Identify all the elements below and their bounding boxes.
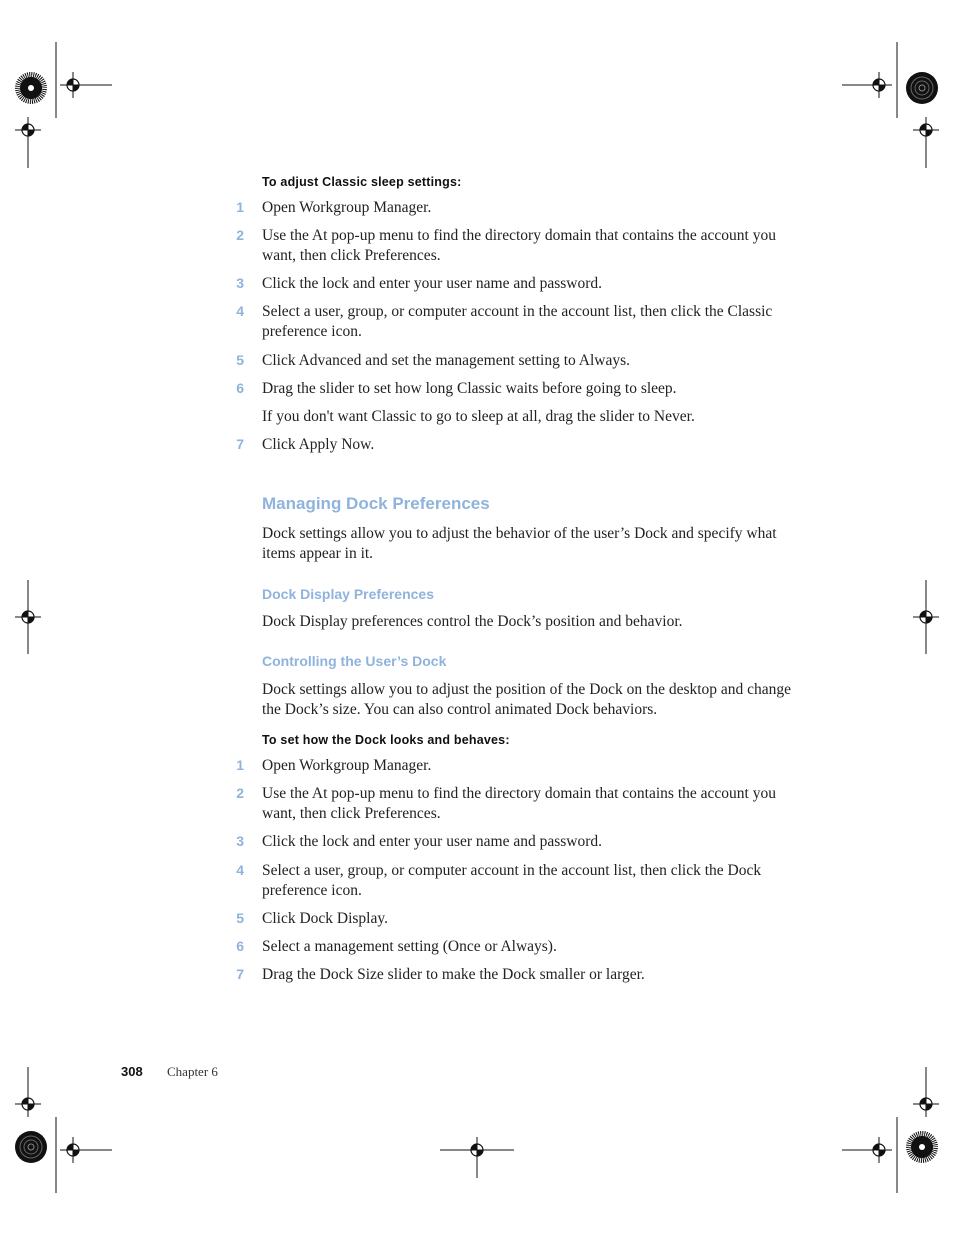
- step-number: 1: [236, 757, 244, 773]
- step-text: Drag the Dock Size slider to make the Dock smaller or larger.: [262, 966, 645, 983]
- page-number: 308: [121, 1064, 143, 1079]
- intro-paragraph: Dock settings allow you to adjust the behavior of the user’s Dock and specify what items appear in it.: [262, 525, 777, 562]
- step-number: 2: [236, 227, 244, 243]
- chapter-label: Chapter 6: [167, 1064, 218, 1079]
- step-text: Select a management setting (Once or Always).: [262, 938, 557, 955]
- step-text: Open Workgroup Manager.: [262, 757, 432, 774]
- subsection-heading-control: Controlling the User’s Dock: [262, 653, 447, 669]
- step-number: 7: [236, 966, 244, 982]
- step-text: Select a user, group, or computer account in the account list, then click the Dock preference icon.: [262, 862, 762, 899]
- step-number: 2: [236, 785, 244, 801]
- step-text: Click Advanced and set the management setting to Always.: [262, 352, 631, 369]
- classic-task-heading: To adjust Classic sleep settings:: [262, 175, 462, 189]
- step-number: 6: [236, 938, 244, 954]
- step-text: Open Workgroup Manager.: [262, 199, 432, 216]
- control-paragraph: Dock settings allow you to adjust the position of the Dock on the desktop and change the Dock’s size. You can also control animated Dock behaviors.: [262, 681, 792, 718]
- section-heading: Managing Dock Preferences: [262, 494, 490, 513]
- step-number: 3: [236, 275, 244, 291]
- step-text: Click the lock and enter your user name and password.: [262, 275, 603, 292]
- step-text: Drag the slider to set how long Classic waits before going to sleep.: [262, 380, 677, 397]
- step-text: Use the At pop-up menu to find the directory domain that contains the account you want, then click Preferences.: [262, 785, 776, 822]
- step-text: Select a user, group, or computer account in the account list, then click the Classic preference icon.: [262, 303, 773, 340]
- step-text: Click Dock Display.: [262, 910, 388, 927]
- step-number: 7: [236, 436, 244, 452]
- step-number: 4: [236, 862, 244, 878]
- step-text: Click Apply Now.: [262, 436, 375, 453]
- subsection-heading-display: Dock Display Preferences: [262, 586, 434, 602]
- step-note: If you don't want Classic to go to sleep at all, drag the slider to Never.: [262, 408, 695, 425]
- step-number: 4: [236, 303, 244, 319]
- step-number: 1: [236, 199, 244, 215]
- step-number: 3: [236, 833, 244, 849]
- step-number: 5: [236, 910, 244, 926]
- dock-task-heading: To set how the Dock looks and behaves:: [262, 733, 510, 747]
- display-paragraph: Dock Display preferences control the Dock’s position and behavior.: [262, 613, 683, 630]
- step-number: 6: [236, 380, 244, 396]
- step-number: 5: [236, 352, 244, 368]
- step-text: Click the lock and enter your user name and password.: [262, 833, 603, 850]
- step-text: Use the At pop-up menu to find the directory domain that contains the account you want, then click Preferences.: [262, 227, 776, 264]
